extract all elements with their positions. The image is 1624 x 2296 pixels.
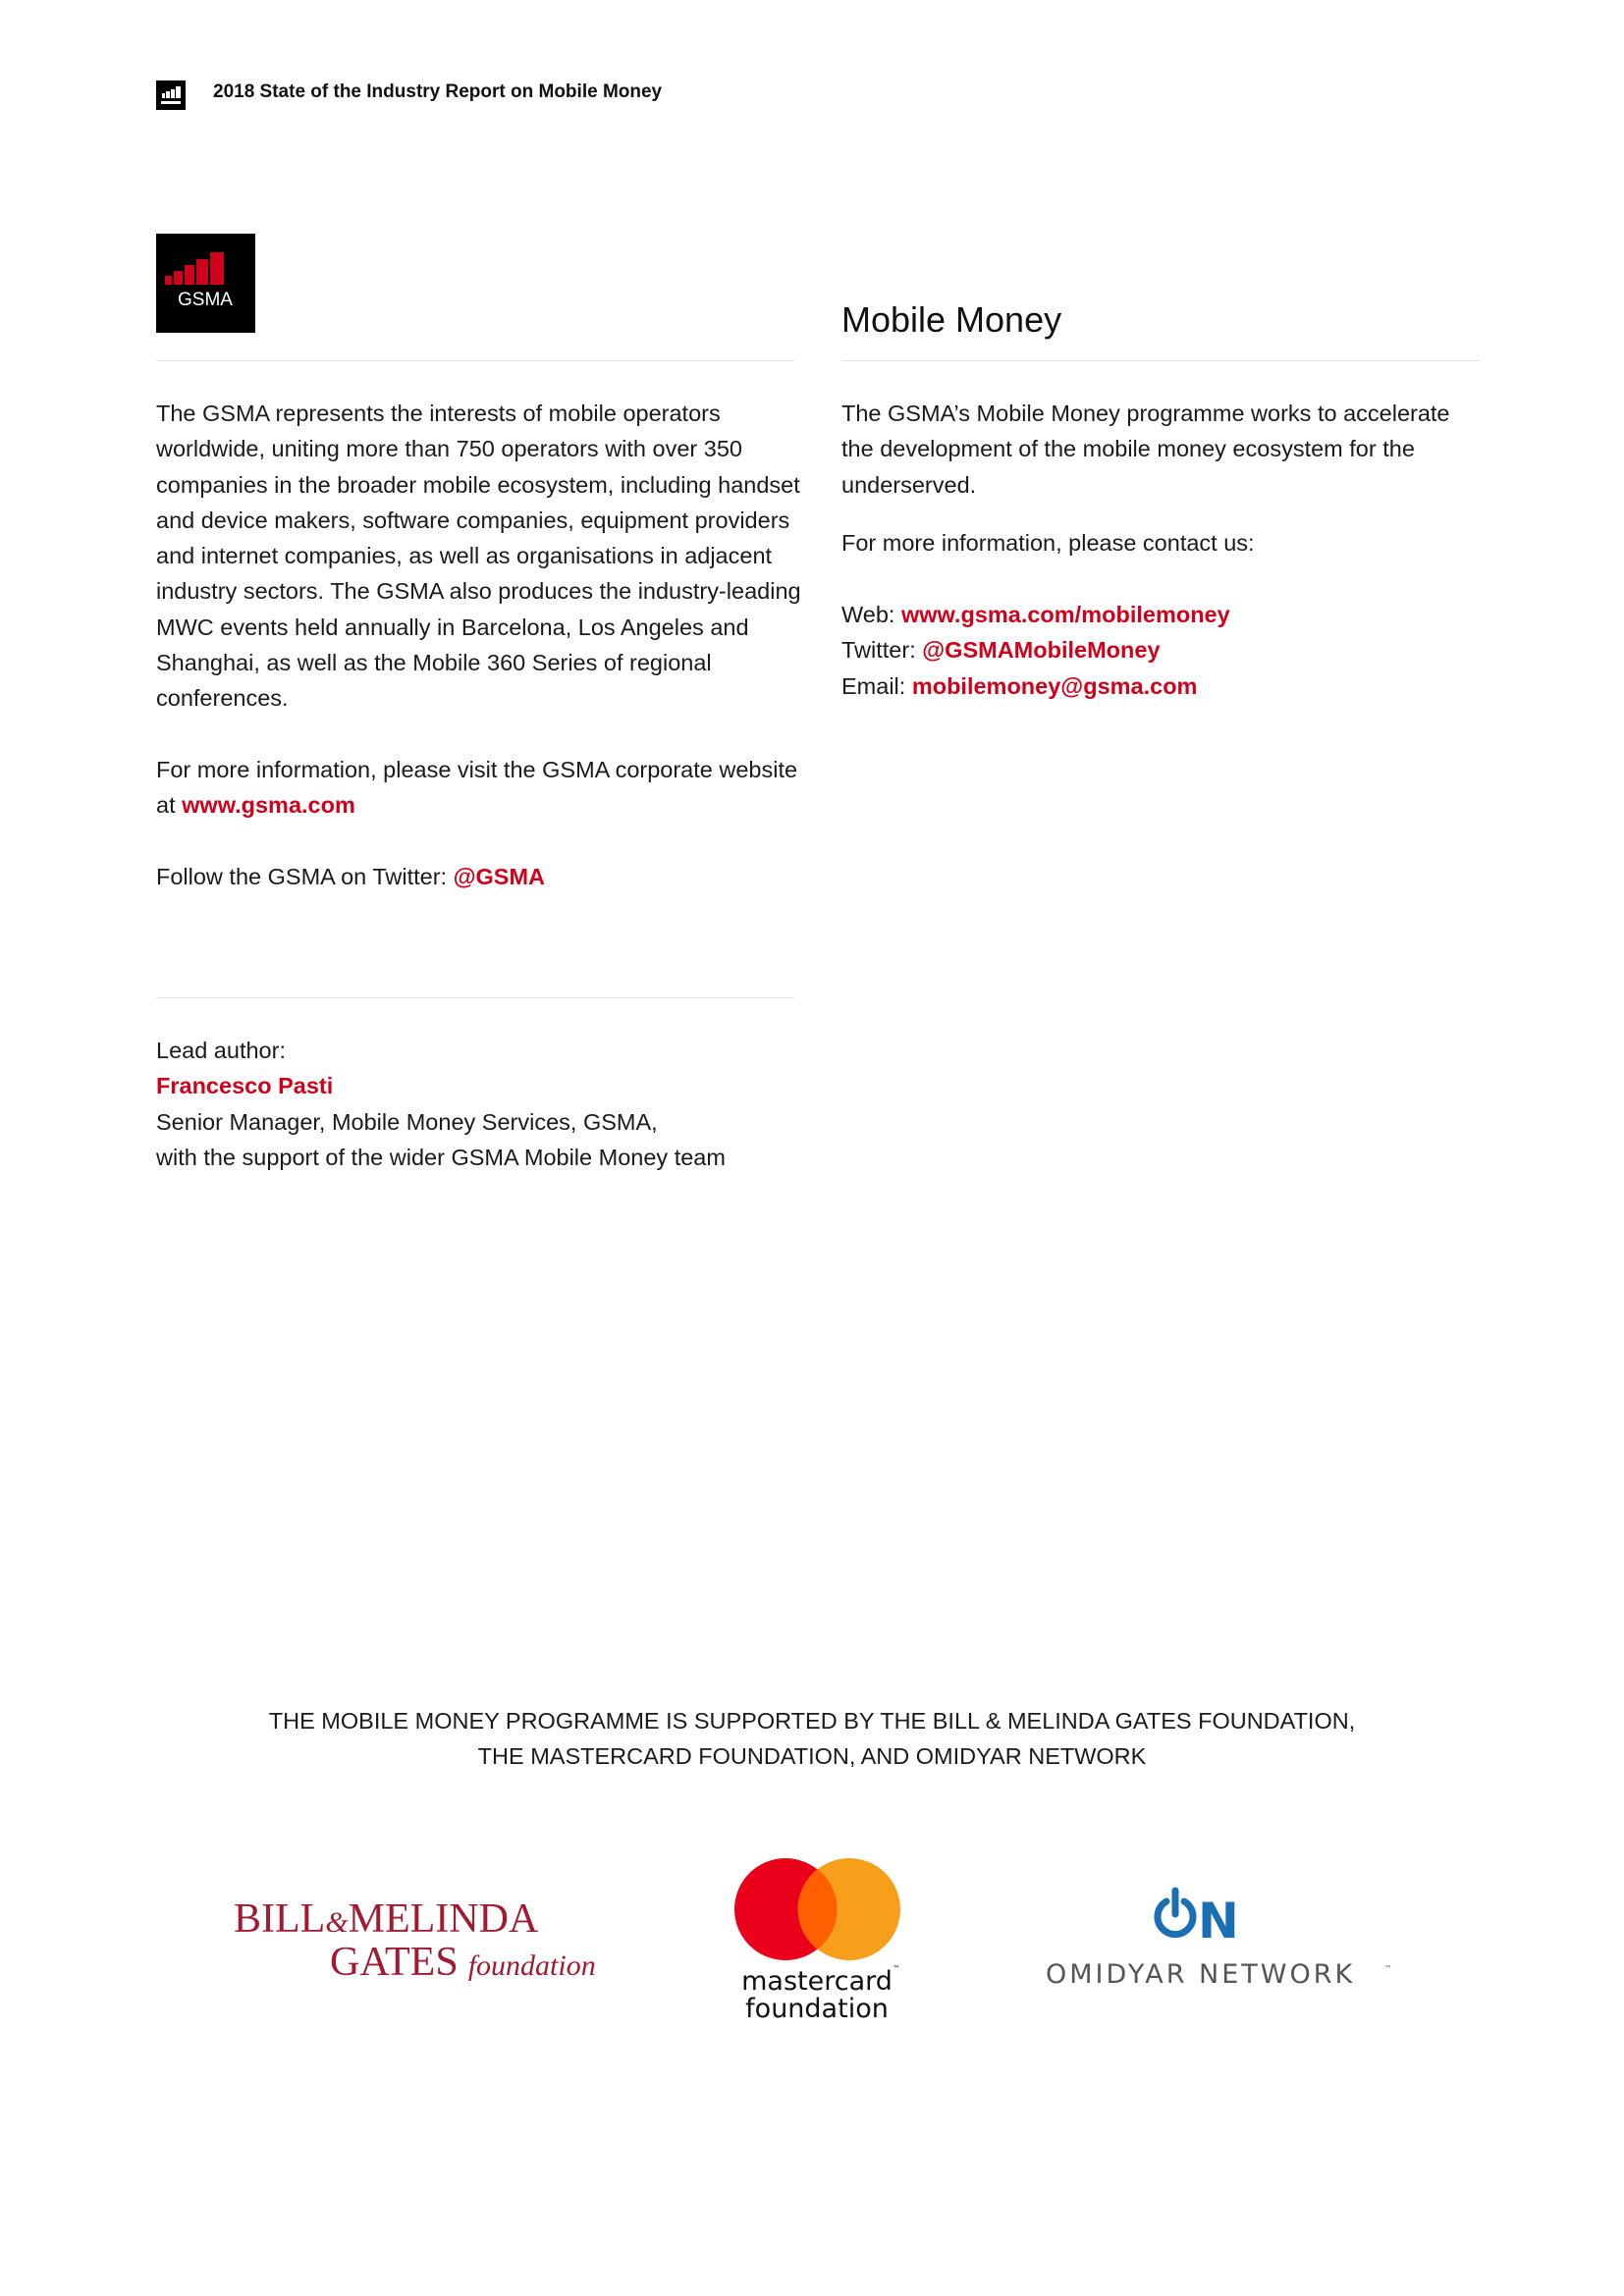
gsma-logo xyxy=(156,234,255,333)
twitter-label: Twitter: xyxy=(841,637,923,664)
mobile-money-paragraph: The GSMA’s Mobile Money programme works to accelerate the development of the mobile money ecosystem for the underserved. xyxy=(841,400,1450,498)
supporters-statement xyxy=(0,1703,1624,1775)
svg-text:GSMA: GSMA xyxy=(178,290,233,310)
divider xyxy=(841,360,1480,361)
svg-text:foundation: foundation xyxy=(745,1994,889,2022)
svg-text:BILL&MELINDA: BILL&MELINDA xyxy=(234,1896,539,1942)
svg-text:™: ™ xyxy=(893,1964,900,1973)
supporters-line-1: THE MOBILE MONEY PROGRAMME IS SUPPORTED BY THE BILL & MELINDA GATES FOUNDATION, xyxy=(268,1708,1356,1734)
contact-intro: For more information, please contact us: xyxy=(841,530,1255,556)
gsma-twitter-link[interactable]: @GSMA xyxy=(453,864,545,889)
gsma-about-paragraph: The GSMA represents the interests of mobile operators worldwide, uniting more than 750 operators with over 350 companies in the broader mobile ecosystem, including handset and device makers, software companies, equipment providers and internet companies, as well as organisations in adjacent industry sectors. The GSMA also produces the industry-leading MWC events held annually in Barcelona, Los Angeles and Shanghai, as well as the Mobile 360 Series of regional conferences. xyxy=(156,400,801,712)
author-label: Lead author: xyxy=(156,1038,286,1063)
svg-text:N: N xyxy=(1198,1893,1239,1949)
email-label: Email: xyxy=(841,672,912,699)
svg-text:™: ™ xyxy=(1384,1964,1392,1973)
svg-text:GATESfoundation: GATES foundation xyxy=(330,1940,596,1981)
contact-email xyxy=(841,668,1470,704)
visit-label: For more information, please visit the GSMA corporate website at xyxy=(156,757,798,819)
gates-foundation-logo xyxy=(234,1893,636,1981)
email-link[interactable]: mobilemoney@gsma.com xyxy=(911,672,1198,699)
divider xyxy=(156,997,794,998)
gsma-website-link[interactable]: www.gsma.com xyxy=(182,792,355,819)
gsma-follow-text xyxy=(156,859,804,894)
author-block xyxy=(156,1033,843,1175)
web-label: Web: xyxy=(841,602,901,627)
follow-label: Follow the GSMA on Twitter: xyxy=(156,864,454,889)
mobile-money-heading: Mobile Money xyxy=(841,299,1062,340)
gsma-mini-logo-icon xyxy=(156,80,186,110)
mastercard-foundation-logo xyxy=(731,1855,903,2022)
supporters-line-2: THE MASTERCARD FOUNDATION, AND OMIDYAR NETWORK xyxy=(477,1743,1147,1770)
author-title: Senior Manager, Mobile Money Services, GSMA, xyxy=(156,1108,658,1135)
contact-twitter xyxy=(841,632,1470,667)
web-link[interactable]: www.gsma.com/mobilemoney xyxy=(900,602,1230,627)
report-title: 2018 State of the Industry Report on Mobile Money xyxy=(213,81,663,102)
contact-web xyxy=(841,597,1470,632)
author-support: with the support of the wider GSMA Mobile Money team xyxy=(156,1144,726,1170)
svg-text:mastercard: mastercard xyxy=(741,1966,893,1997)
power-icon xyxy=(1158,1891,1193,1935)
gsma-visit-text xyxy=(156,752,804,824)
svg-text:OMIDYAR NETWORK: OMIDYAR NETWORK xyxy=(1046,1959,1356,1988)
omidyar-network-logo xyxy=(1041,1885,1404,1988)
author-name: Francesco Pasti xyxy=(156,1073,334,1099)
divider xyxy=(156,360,794,361)
twitter-link[interactable]: @GSMAMobileMoney xyxy=(922,637,1161,664)
contact-list xyxy=(841,597,1470,704)
